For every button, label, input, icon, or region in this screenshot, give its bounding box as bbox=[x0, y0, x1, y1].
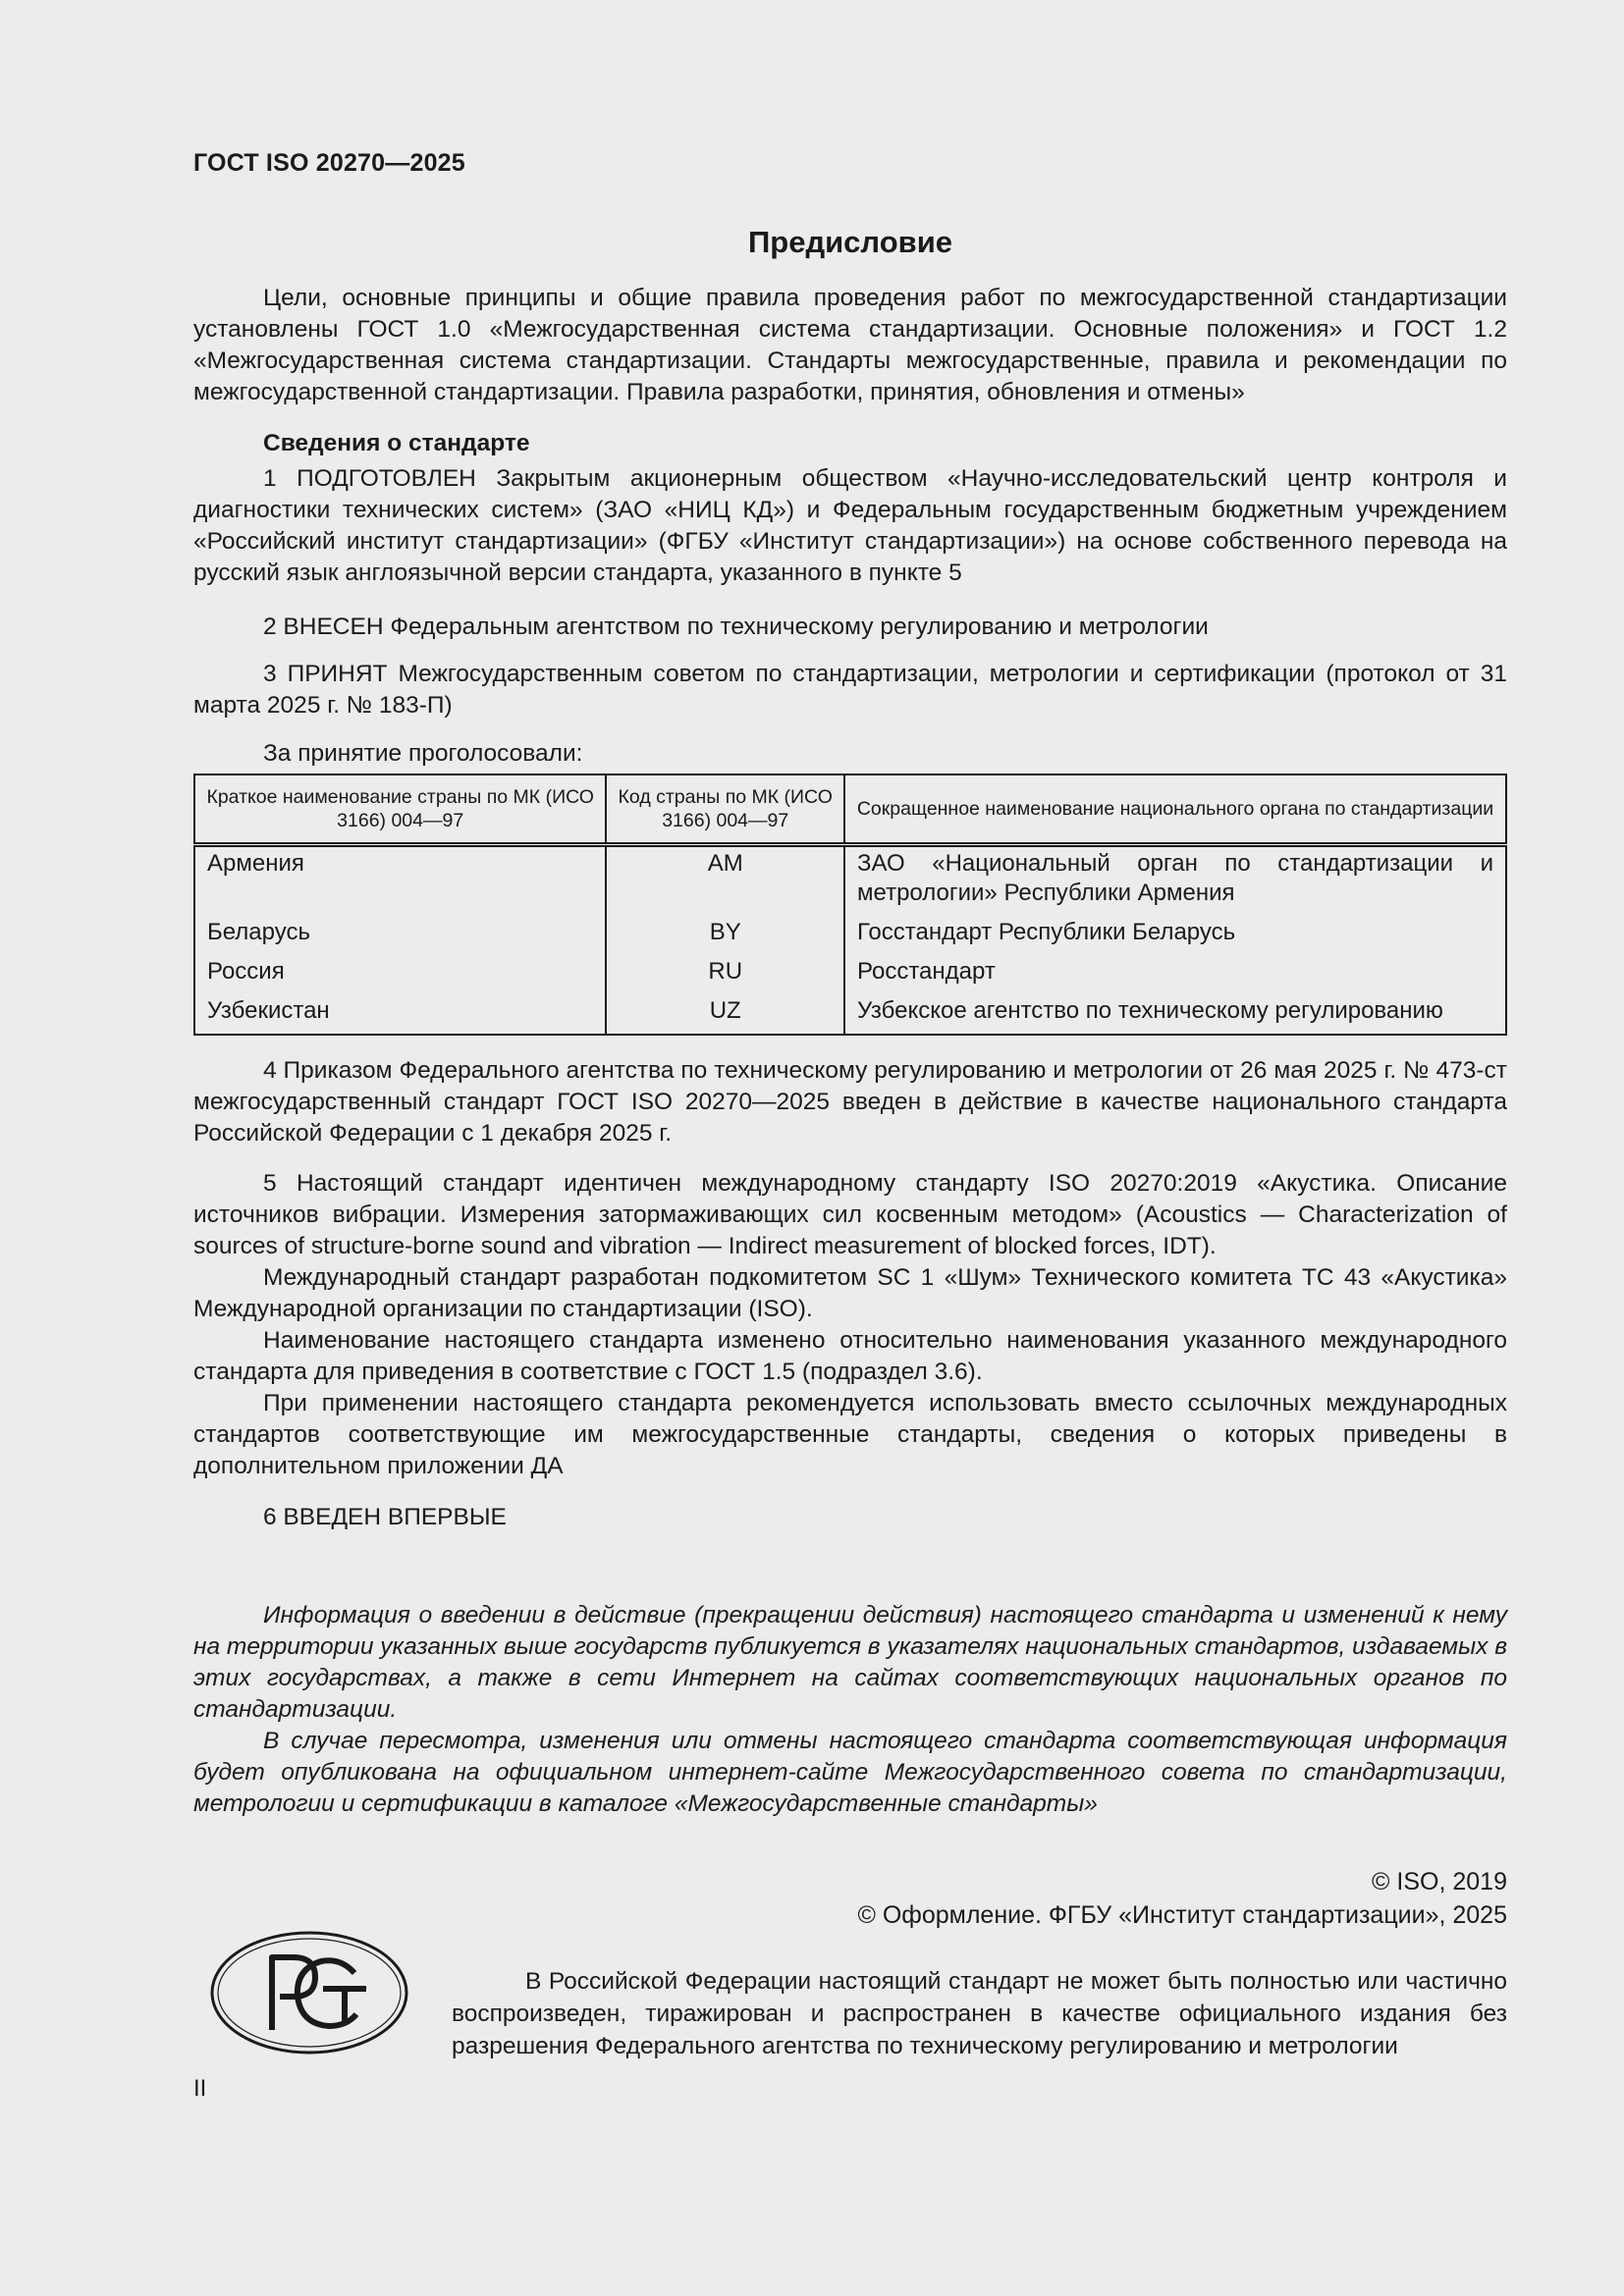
intro-paragraph: Цели, основные принципы и общие правила проведения работ по межгосударственной стандартизации установлены ГОСТ 1.0 «Межгосударственная система стандартизации. Основные положения» и ГОСТ 1.2 «Межгосударственная система стандартизации. Стандарты межгосударственные, правила и рекомендации по межгосударственной стандартизации. Правила разработки, принятия, обновления и отмены» bbox=[193, 285, 1507, 405]
table-row bbox=[194, 955, 1506, 994]
column-header-code: Код страны по МК (ИСО 3166) 004—97 bbox=[606, 774, 844, 845]
table-row bbox=[194, 845, 1506, 917]
code-cell: BY bbox=[606, 916, 844, 955]
notice-section bbox=[193, 1600, 1507, 1820]
item-5-references: При применении настоящего стандарта рекомендуется использовать вместо ссылочных международных стандартов соответствующие им межгосударственные стандарты, сведения о которых приведены в дополнительном приложении ДА bbox=[193, 1390, 1507, 1479]
body-cell: ЗАО «Национальный орган по стандартизации и метрологии» Республики Армения bbox=[844, 845, 1506, 917]
code-cell: RU bbox=[606, 955, 844, 994]
voted-label: За принятие проголосовали: bbox=[263, 740, 583, 767]
voted-section bbox=[193, 738, 1507, 770]
vote-table-header-row bbox=[194, 774, 1506, 845]
standard-info-heading: Сведения о стандарте bbox=[263, 430, 530, 456]
country-cell: Россия bbox=[194, 955, 606, 994]
page-title: Предисловие bbox=[747, 225, 952, 259]
copyright-iso: © ISO, 2019 bbox=[1372, 1868, 1507, 1896]
body-cell: Госстандарт Республики Беларусь bbox=[844, 916, 1506, 955]
copyright-layout: © Оформление. ФГБУ «Институт стандартизации», 2025 bbox=[857, 1901, 1507, 1929]
item-3-adopted: 3 ПРИНЯТ Межгосударственным советом по стандартизации, метрологии и сертификации (протокол от 31 марта 2025 г. № 183-П) bbox=[193, 661, 1507, 719]
copyright-block bbox=[193, 1865, 1507, 1932]
notice-paragraph-1: Информация о введении в действие (прекращении действия) настоящего стандарта и изменений к нему на территории указанных выше государств публикуется в указателях национальных стандартов, издаваемых в этих государствах, а также в сети Интернет на сайтах соответствующих национальных органов по стандартизации. bbox=[193, 1602, 1507, 1723]
country-cell: Армения bbox=[194, 845, 606, 917]
vote-table bbox=[193, 774, 1507, 1036]
restriction-section bbox=[452, 1965, 1507, 2062]
document-id: ГОСТ ISO 20270—2025 bbox=[193, 149, 465, 177]
code-cell: AM bbox=[606, 845, 844, 917]
standard-info-section bbox=[193, 428, 1507, 589]
column-header-body: Сокращенное наименование национального органа по стандартизации bbox=[844, 774, 1506, 845]
table-row bbox=[194, 994, 1506, 1035]
item-5-section bbox=[193, 1168, 1507, 1482]
body-cell: Узбекское агентство по техническому регулированию bbox=[844, 994, 1506, 1035]
item-6-introduced: 6 ВВЕДЕН ВПЕРВЫЕ bbox=[263, 1504, 507, 1530]
code-cell: UZ bbox=[606, 994, 844, 1035]
item-5-identity: 5 Настоящий стандарт идентичен международному стандарту ISO 20270:2019 «Акустика. Описание источников вибрации. Измерения затормаживающих сил косвенным методом» (Acoustics — Characterization of sources of structure-borne sound and vibration — Indirect measurement of blocked forces, IDT). bbox=[193, 1170, 1507, 1259]
item-1-prepared: 1 ПОДГОТОВЛЕН Закрытым акционерным обществом «Научно-исследовательский центр контроля и диагностики технических систем» (ЗАО «НИЦ КД») и Федеральным государственным бюджетным учреждением «Российский институт стандартизации» (ФГБУ «Институт стандартизации») на основе собственного перевода на русский язык англоязычной версии стандарта, указанного в пункте 5 bbox=[193, 465, 1507, 586]
pst-certification-mark-icon bbox=[209, 1930, 409, 2056]
column-header-country: Краткое наименование страны по МК (ИСО 3166) 004—97 bbox=[194, 774, 606, 845]
item-4-section bbox=[193, 1055, 1507, 1149]
country-cell: Узбекистан bbox=[194, 994, 606, 1035]
item-6-section bbox=[193, 1502, 1507, 1533]
item-3-section bbox=[193, 659, 1507, 721]
body-cell: Росстандарт bbox=[844, 955, 1506, 994]
table-row bbox=[194, 916, 1506, 955]
notice-paragraph-2: В случае пересмотра, изменения или отмены настоящего стандарта соответствующая информация будет опубликована на официальном интернет-сайте Межгосударственного совета по стандартизации, метрологии и сертификации в каталоге «Межгосударственные стандарты» bbox=[193, 1728, 1507, 1817]
item-2-submitted: 2 ВНЕСЕН Федеральным агентством по техническому регулированию и метрологии bbox=[263, 614, 1209, 640]
intro-section bbox=[193, 283, 1507, 408]
item-4-order: 4 Приказом Федерального агентства по техническому регулированию и метрологии от 26 мая 2025 г. № 473-ст межгосударственный стандарт ГОСТ ISO 20270—2025 введен в действие в качестве национального стандарта Российской Федерации с 1 декабря 2025 г. bbox=[193, 1057, 1507, 1147]
item-5-name-change: Наименование настоящего стандарта изменено относительно наименования указанного международного стандарта для приведения в соответствие с ГОСТ 1.5 (подраздел 3.6). bbox=[193, 1327, 1507, 1385]
page-number: II bbox=[193, 2075, 207, 2102]
item-2-section bbox=[193, 612, 1507, 643]
item-5-developer: Международный стандарт разработан подкомитетом SC 1 «Шум» Технического комитета TC 43 «Акустика» Международной организации по стандартизации (ISO). bbox=[193, 1264, 1507, 1322]
restriction-paragraph: В Российской Федерации настоящий стандарт не может быть полностью или частично воспроизведен, тиражирован и распространен в качестве официального издания без разрешения Федерального агентства по техническому регулированию и метрологии bbox=[452, 1968, 1507, 2059]
country-cell: Беларусь bbox=[194, 916, 606, 955]
